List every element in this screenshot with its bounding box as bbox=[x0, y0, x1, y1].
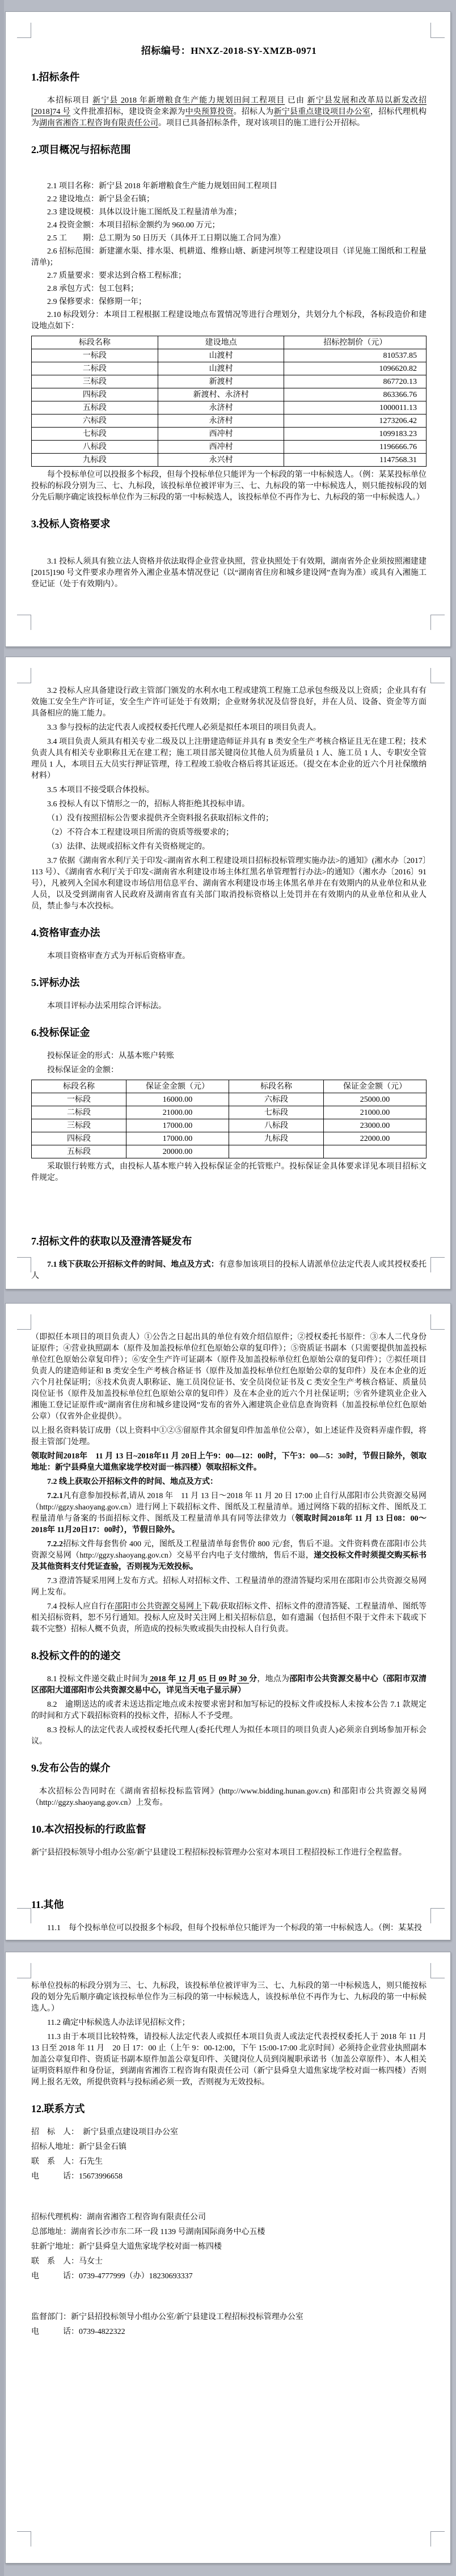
text-run: 10.本次招投标的行政监督 bbox=[31, 1824, 146, 1835]
text-run: 联 系 人：石先生 bbox=[31, 2158, 103, 2166]
text-run: 2.项目概况与招标范围 bbox=[31, 144, 131, 155]
table-cell: 山渡村 bbox=[158, 362, 284, 375]
spacer bbox=[31, 1187, 427, 1221]
text-run: 2.4 投资金额：本项目招标金额约为 960.00 万元； bbox=[47, 221, 220, 230]
para-6-form bbox=[31, 1051, 427, 1062]
para-binding bbox=[31, 1426, 427, 1448]
table-cell: 810537.85 bbox=[284, 349, 427, 362]
text-run: 2.3 建设规模：具体以设计施工图纸及工程量清单为准； bbox=[47, 208, 242, 217]
text-run: 30 bbox=[237, 1675, 250, 1684]
table-cell: 六标段 bbox=[32, 414, 158, 428]
text-run: 2.2 建设地点：新宁县金石镇； bbox=[47, 195, 154, 204]
contact-agency-phone bbox=[31, 2271, 427, 2282]
contact-agency-hq bbox=[31, 2227, 427, 2238]
text-run: 电 话：0739-4822322 bbox=[31, 2328, 125, 2336]
text-run: 邵阳市公共资源交易中心（邵阳市双清区邵阳大道邵阳市公共资源交易中心，详见当天电子显示屏） bbox=[31, 1675, 427, 1695]
page-1 bbox=[5, 11, 451, 647]
para-3-6-2 bbox=[31, 827, 427, 839]
text-run: 3.6 投标人有以下情形之一的，招标人将拒绝其投标申请。 bbox=[47, 800, 250, 809]
contact-tenderer-phone bbox=[31, 2171, 427, 2182]
deposit-table bbox=[31, 1080, 427, 1158]
table-header-cell: 标段名称 bbox=[229, 1080, 323, 1093]
page-3-content bbox=[6, 1304, 450, 1940]
para-7-1-cont bbox=[31, 1332, 427, 1423]
table-cell: 1147568.31 bbox=[284, 454, 427, 467]
text-run: 12 bbox=[176, 1675, 188, 1684]
para-6-transfer bbox=[31, 1161, 427, 1184]
page-2-content bbox=[6, 657, 450, 1289]
text-run: 2.5 工 期：总工期为 50 日历天（具体开工日期以施工合同为准） bbox=[47, 234, 285, 243]
table-cell: 17000.00 bbox=[126, 1132, 229, 1145]
section-heading-7 bbox=[31, 1234, 427, 1248]
text-run: 8.3 投标人的法定代表人或授权委托代理人(委托代理人为拟任本项目的项目负责人)必须亲自到场参加开标会议。 bbox=[31, 1726, 427, 1746]
text-run: 7.2.2 bbox=[47, 1540, 63, 1549]
doc-number-title bbox=[31, 45, 427, 57]
text-run: 2.7 质量要求：要求达到合格工程标准； bbox=[47, 272, 186, 280]
text-run: 标单位投标的标段分别为三、七、九标段，该投标单位被评审为三、七、九标段的第一中标候选人，则只能按标段的划分先后顺序确定该投标单位作为三标段的第一中标候选人，该投标单位不再作为七、九标段的第一中标候选人。） bbox=[31, 1982, 427, 2013]
text-run: 3.3 参与投标的法定代表人或授权委托代理人必须是拟任本项目的项目负责人。 bbox=[47, 724, 321, 732]
table-cell: 九标段 bbox=[229, 1132, 323, 1145]
para-3-6 bbox=[31, 799, 427, 810]
table-header-cell: 保证金金额（元） bbox=[324, 1080, 427, 1093]
item-2-9 bbox=[31, 297, 427, 308]
text-run: 9.发布公告的媒介 bbox=[31, 1762, 111, 1774]
table-row bbox=[32, 1145, 427, 1158]
para-3-6-3 bbox=[31, 841, 427, 853]
table-cell: 西冲村 bbox=[158, 441, 284, 454]
text-run: 2.1 项目名称：新宁县 2018 年新增粮食生产能力规划田间工程项目 bbox=[47, 182, 277, 191]
table-cell: 一标段 bbox=[32, 1093, 126, 1106]
para-6-amount bbox=[31, 1065, 427, 1076]
para-4-1 bbox=[31, 951, 427, 962]
text-run: 6.投标保证金 bbox=[31, 1027, 90, 1038]
text-run: 2.6 招标范围：新建灌水渠、排水渠、机耕道、维修山塘、新建河坝等工程建设项目（详见施工图纸和工程量清单)； bbox=[31, 247, 427, 267]
text-run: （1）没有按照招标公告要求提供齐全资料报名获取招标文件的； bbox=[47, 814, 273, 823]
table-row bbox=[32, 1119, 427, 1132]
text-run: 月 bbox=[188, 1675, 197, 1684]
text-run: 8.2 逾期送达的或者未送达指定地点或未按要求密封和加写标记的投标文件或投标人未按本公告 7.1 款规定的时间和方式下载招标资料的投标文件，招标人不予受理。 bbox=[31, 1701, 427, 1720]
text-run: 4.资格审查办法 bbox=[31, 927, 100, 938]
table-header-row bbox=[32, 1080, 427, 1093]
table-cell: 867720.13 bbox=[284, 375, 427, 388]
section-heading-1 bbox=[31, 70, 427, 84]
para-7-1 bbox=[31, 1259, 427, 1282]
text-run: 12.联系方式 bbox=[31, 2103, 85, 2114]
item-2-2 bbox=[31, 194, 427, 205]
table-cell: 二标段 bbox=[32, 362, 158, 375]
table-cell: 16000.00 bbox=[126, 1093, 229, 1106]
text-run: 7.4 投标人应自行在 bbox=[47, 1602, 115, 1611]
table-cell: 1096620.82 bbox=[284, 362, 427, 375]
table-cell: 21000.00 bbox=[324, 1106, 427, 1119]
contact-agency-person bbox=[31, 2256, 427, 2268]
table-cell: 1273206.42 bbox=[284, 414, 427, 428]
text-run: 时 bbox=[229, 1675, 237, 1684]
table-cell: 八标段 bbox=[229, 1119, 323, 1132]
table-cell: 五标段 bbox=[32, 1145, 126, 1158]
text-run: 。招标人为 bbox=[233, 108, 274, 116]
table-cell: 新渡村、永济村 bbox=[158, 388, 284, 401]
spacer bbox=[31, 168, 427, 179]
text-run: 1.招标条件 bbox=[31, 71, 80, 83]
text-run: 驻新宁地址：新宁县舜皇大道焦家垅学校对面一栋四楼 bbox=[31, 2243, 222, 2251]
text-run: 分 bbox=[249, 1675, 257, 1684]
spacer bbox=[31, 2186, 427, 2209]
text-run: 总部地址：湖南省长沙市东二环一段 1139 号湖南国际商务中心五楼 bbox=[31, 2228, 265, 2236]
text-run: 招标人地址：新宁县金石镇 bbox=[31, 2143, 126, 2151]
table-cell: 21000.00 bbox=[126, 1106, 229, 1119]
para-7-4 bbox=[31, 1601, 427, 1635]
table-row bbox=[32, 1132, 427, 1145]
text-run: 3.4 项目负责人须具有相关专业二级及以上注册建造师证并具有 B 类安全生产考核合格证且无在建工程；技术负责人具有相关专业职称且无在建工程；施工项目部关键岗位其他人员为质量员 1 人、施工员 1 人、专职安全管理员 1 人，本项目五大员实行押证管理，待工程竣工验收合格后将其证返还。（提交在本企业的近六个月社保缴纳材料） bbox=[31, 738, 427, 780]
text-run: 8.投标文件的的递交 bbox=[31, 1650, 121, 1661]
table-cell: 1000011.13 bbox=[284, 401, 427, 414]
text-run: 2.8 承包方式：包工包料； bbox=[47, 285, 138, 293]
text-run: 招标代理机构：湖南省湘咨工程咨询有限责任公司 bbox=[31, 2213, 206, 2222]
text-run: 11.其他 bbox=[31, 1899, 64, 1910]
item-2-10 bbox=[31, 310, 427, 332]
text-run: 7.1 线下获取公开招标文件的时间、地点及方式： bbox=[47, 1260, 219, 1269]
text-run: 递交投标文件时须提交购买标书及其他资料支付凭证查验，否则视为无效投标。 bbox=[31, 1551, 427, 1571]
table-cell: 四标段 bbox=[32, 1132, 126, 1145]
table-cell: 九标段 bbox=[32, 454, 158, 467]
table-row bbox=[32, 454, 427, 467]
contact-tenderer-person bbox=[31, 2156, 427, 2168]
text-run: 每个投标单位可以投报多个标段，但每个投标单位只能评为一个标段的第一中标候选人。（例：某某投标单位投标的标段分别为三、七、九标段，该投标单位被评审为三、七、九标段的第一中标候选人，则只能按标段的划分先后顺序确定该投标单位作为三标段的第一中标候选人，该投标单位不再作为七、九标段的第一中标候选人。） bbox=[31, 471, 427, 502]
text-run: 本项目资格审查方式为开标后资格审查。 bbox=[47, 952, 190, 961]
item-2-5 bbox=[31, 233, 427, 244]
para-3-1 bbox=[31, 556, 427, 590]
table-header-row bbox=[32, 336, 427, 349]
text-run: 3.5 本项目不接受联合体投标。 bbox=[47, 786, 154, 794]
table-cell: 西冲村 bbox=[158, 428, 284, 441]
text-run: 电 话：15673996658 bbox=[31, 2172, 123, 2181]
text-run: 新宁县重点建设项目办公室 bbox=[273, 108, 370, 116]
para-1-intro bbox=[31, 95, 427, 129]
item-2-1 bbox=[31, 181, 427, 192]
section-heading-11 bbox=[31, 1898, 427, 1911]
text-run: （2）不符合本工程建设项目所需的资质等级要求的； bbox=[47, 828, 234, 837]
table-cell: 22000.00 bbox=[324, 1132, 427, 1145]
text-run: 09 bbox=[216, 1675, 229, 1684]
table-row bbox=[32, 362, 427, 375]
text-run: 本项目评标办法采用综合评标法。 bbox=[47, 1002, 166, 1010]
text-run: 领取时间2018年 11 月 13 日08：00～2018年 11月20日17：00时），节假日除外。 bbox=[31, 1515, 427, 1534]
para-11-2 bbox=[31, 2017, 427, 2029]
table-cell: 五标段 bbox=[32, 401, 158, 414]
text-run: 投标保证金的形式：从基本账户转账 bbox=[47, 1052, 174, 1060]
table-header-cell: 标段名称 bbox=[32, 1080, 126, 1093]
para-7-3 bbox=[31, 1576, 427, 1598]
para-3-2 bbox=[31, 686, 427, 720]
text-run: 招 标 人： 新宁县重点建设项目办公室 bbox=[31, 2128, 178, 2137]
text-run: 邵阳市公共资源交易网上 bbox=[115, 1602, 202, 1611]
para-8-2 bbox=[31, 1699, 427, 1722]
section-heading-5 bbox=[31, 976, 427, 989]
table-cell: 七标段 bbox=[32, 428, 158, 441]
table-cell: 17000.00 bbox=[126, 1119, 229, 1132]
table-row bbox=[32, 441, 427, 454]
table-header-cell: 建设地点 bbox=[158, 336, 284, 349]
text-run: 7.2.1 bbox=[47, 1492, 63, 1500]
contact-tenderer-address bbox=[31, 2142, 427, 2153]
para-3-7 bbox=[31, 856, 427, 912]
table-row bbox=[32, 375, 427, 388]
text-run: 日 bbox=[208, 1675, 217, 1684]
text-run: 3.2 投标人应具备建设行政主管部门颁发的水利水电工程或建筑工程施工总承包叁级及以上资质；企业具有有效施工安全生产许可证，安全生产许可证处于有效期；企业财务状况及信誉良好，并在人员、设备、资金等方面具备相应的施工能力。 bbox=[31, 687, 427, 718]
section-heading-12 bbox=[31, 2102, 427, 2116]
text-run: 3.1 投标人须具有独立法人资格并依法取得企业营业执照，营业执照处于有效期，湖南省外企业须按照湘建建[2015]190 号文件要求办理省外入湘企业基本情况登记（以“湖南省住房和城乡建设网”查询为准）或具有入湘施工登记证（处于有效期内）。 bbox=[31, 557, 427, 589]
table-cell: 23000.00 bbox=[324, 1119, 427, 1132]
spacer bbox=[31, 2286, 427, 2308]
para-8-3 bbox=[31, 1725, 427, 1748]
lots-table bbox=[31, 336, 427, 467]
contact-agency-local bbox=[31, 2241, 427, 2253]
text-run: 领取时间2018年 11 月 13 日~2018年11 月 20日上午9：00—12：00时，下午3：00—5：30时，节假日除外，领取地址：新宁县舜皇大道焦家垅学校对面一栋四楼）领取招标文件。 bbox=[31, 1452, 427, 1472]
text-run: 已由 bbox=[285, 96, 307, 105]
page-3 bbox=[5, 1303, 451, 1940]
text-run: 年 bbox=[168, 1675, 176, 1684]
table-row bbox=[32, 1093, 427, 1106]
item-2-4 bbox=[31, 220, 427, 231]
table-cell: 七标段 bbox=[229, 1106, 323, 1119]
table-row bbox=[32, 414, 427, 428]
table-cell: 山渡村 bbox=[158, 349, 284, 362]
section-heading-9 bbox=[31, 1761, 427, 1775]
para-7-2-2 bbox=[31, 1539, 427, 1573]
text-run: 新宁县招投标领导小组办公室/新宁县建设工程招标投标管理办公室对本项目工程招投标工作进行全程监督。 bbox=[31, 1849, 407, 1857]
table-cell: 三标段 bbox=[32, 1119, 126, 1132]
spacer bbox=[31, 542, 427, 553]
text-run: 3.7 依据《湖南省水利厅关于印发<湖南省水利工程建设项目招标投标管理实施办法>的通知》(湘水办〔2017〕113 号）、《湖南省水利厅关于印发<湖南省水利建设市场主体红黑名单管理暂行办法>的通知》（湘水办〔2016〕91 号），凡被列入全国水利建设市场信用信息平台、湖南省水利建设市场主体黑名单并在有效期内的从业单位和从业人员，以及受到湖南省人民政府及湖南省直有关部门取消投标资格以上处罚并在有效期内的从业单位和从业人员，禁止参与本次投标。 bbox=[31, 857, 427, 911]
text-run: ，招标代理机构为 bbox=[31, 108, 427, 128]
text-run: 中央预算投资 bbox=[185, 108, 234, 116]
para-5-1 bbox=[31, 1001, 427, 1012]
spacer bbox=[31, 1862, 427, 1884]
table-cell: 永济村 bbox=[158, 401, 284, 414]
text-run: 2.9 保修要求：保修期一年； bbox=[47, 298, 146, 306]
page-4-content bbox=[6, 1952, 450, 2563]
table-cell: 三标段 bbox=[32, 375, 158, 388]
text-run: 采取银行转账方式，由投标人基本账户转入投标保证金的托管账户。投标保证金具体要求详见本项目招标文件规定。 bbox=[31, 1162, 427, 1182]
table-cell bbox=[324, 1145, 427, 1158]
table-cell: 永兴村 bbox=[158, 454, 284, 467]
page-1-content bbox=[6, 12, 450, 646]
section-heading-3 bbox=[31, 517, 427, 531]
text-run: 凡有意参加投标者,请从 2018 年 11 月 13 日～2018 年 11 月 20 日 17:00 止自行从邵阳市公共资源交易网（http://ggzy.shaoyang.gov.cn）进行网上下载招标文件、图纸及工程量清单。通过网络下载的招标文件、图纸及工程量清单与备案的书面招标文件、图纸及工程量清单具有同等法律效力（ bbox=[31, 1492, 427, 1523]
text-run: 电 话：0739-4777999（办）18230693337 bbox=[31, 2272, 193, 2281]
table-cell: 863366.76 bbox=[284, 388, 427, 401]
text-run: 11.2 确定中标候选人办法详见招标文件； bbox=[47, 2019, 190, 2027]
section-heading-6 bbox=[31, 1026, 427, 1039]
para-multi-lot-rule bbox=[31, 469, 427, 504]
para-3-4 bbox=[31, 737, 427, 782]
item-2-8 bbox=[31, 284, 427, 295]
table-cell: 永济村 bbox=[158, 414, 284, 428]
text-run: 湖南省湘咨工程咨询有限责任公司 bbox=[39, 119, 158, 128]
text-run: 招标编号：HNXZ-2018-SY-XMZB-0971 bbox=[141, 45, 317, 56]
table-header-cell: 招标控制价（元） bbox=[284, 336, 427, 349]
contact-tenderer bbox=[31, 2127, 427, 2138]
para-7-2 bbox=[31, 1477, 427, 1488]
text-run: 7.3 澄清答疑采用网上发布方式。招标人对招标文件、工程量清单的澄清答疑均采用在邵阳市公共资源交易网网上发布。 bbox=[31, 1577, 427, 1597]
table-row bbox=[32, 349, 427, 362]
text-run: 3.投标人资格要求 bbox=[31, 518, 111, 530]
section-heading-8 bbox=[31, 1649, 427, 1663]
text-run: 11.3 由于本项目比较特殊，请投标人法定代表人或拟任本项目负责人或法定代表授权委托人于 2018 年 11 月 13 日至 2018 年 11 月 20 日 17：00 止（上午 9：00-12:00，下午 15:00-17:00 北京时间）必须持企业营业执照副本加盖公章复印件、资质证书副本原件加盖公章复印件、关键岗位人员到岗履职承诺书（加盖公章原件）、本人相关证明资料原件和身份证，到湖南省湘咨工程咨询有限责任公司（新宁县舜皇大道焦家垅学校对面一栋四楼）否则网上报名无效，所提供资料与投标函必须一致，否则视为无效投标。 bbox=[31, 2033, 427, 2087]
para-collect-time bbox=[31, 1451, 427, 1474]
text-run: 文件批准招标，建设资金来源为 bbox=[70, 108, 185, 116]
table-cell: 25000.00 bbox=[324, 1093, 427, 1106]
para-7-2-1 bbox=[31, 1491, 427, 1536]
item-2-3 bbox=[31, 207, 427, 218]
text-run: 2018 bbox=[147, 1675, 168, 1684]
section-heading-10 bbox=[31, 1822, 427, 1836]
table-header-cell: 标段名称 bbox=[32, 336, 158, 349]
text-run: 有意参加该项目的投标人请派单位法定代表人或其授权委托人 bbox=[31, 1260, 427, 1280]
table-row bbox=[32, 1106, 427, 1119]
text-run: 5.评标办法 bbox=[31, 977, 80, 988]
table-row bbox=[32, 401, 427, 414]
contact-agency bbox=[31, 2212, 427, 2223]
item-2-7 bbox=[31, 270, 427, 282]
text-run: 联 系 人：马女士 bbox=[31, 2257, 103, 2266]
text-run: 7.招标文件的获取以及澄清答疑发布 bbox=[31, 1236, 192, 1247]
page-2 bbox=[5, 657, 451, 1289]
table-row bbox=[32, 388, 427, 401]
table-cell: 一标段 bbox=[32, 349, 158, 362]
para-11-1-cont bbox=[31, 1981, 427, 2015]
table-cell: 八标段 bbox=[32, 441, 158, 454]
text-run: 本招标项目 bbox=[47, 96, 93, 105]
table-row bbox=[32, 428, 427, 441]
para-3-5 bbox=[31, 785, 427, 796]
table-cell: 1099183.23 bbox=[284, 428, 427, 441]
text-run: 以上报名资料装订成册（以上资料中①②⑤留原件其余留复印件加盖单位公章），如上述证件及资料弄虚作假，将报主管部门处理。 bbox=[31, 1427, 427, 1446]
text-run: （3）法律、法规或招标文件有关资格规定的。 bbox=[47, 843, 210, 851]
text-run: 下载/获取招标文件、招标文件的澄清答疑、工程量清单、图纸等相关招标资料，恕不另行通知。投标人应及时关注网上相关招标信息，如有遗漏（包括但不限于文件未下载或下载不完整）招标人概不负责，所造成的投标失败或损失由投标人自行负责。 bbox=[31, 1602, 427, 1634]
text-run: 2.10 标段划分：本项目工程根据工程建设地点布置情况等进行合理划分，共划分九个标段，各标段造价和建设地点如下： bbox=[31, 311, 427, 331]
text-run: 7.2 线上获取公开招标文件的时间、地点及方式： bbox=[47, 1478, 218, 1486]
section-heading-4 bbox=[31, 926, 427, 940]
table-cell: 1196666.76 bbox=[284, 441, 427, 454]
text-run: 新宁县发展和改革局以新发改招[2018]74 号 bbox=[31, 96, 427, 116]
table-cell: 四标段 bbox=[32, 388, 158, 401]
page-4 bbox=[5, 1952, 451, 2564]
text-run: 招标文件每套售价 400 元，图纸及工程量清单每套售价 800 元/套，售后不退。文件资料费在邵阳市公共资源交易网（http://ggzy.shaoyang.gov.cn）交易平台内电子支付缴纳，售后不退， bbox=[31, 1540, 427, 1560]
text-run: 。项目已具备招标条件，现对该项目的施工进行公开招标。 bbox=[158, 119, 365, 128]
window-left-gutter bbox=[0, 0, 4, 2576]
contact-supervisor bbox=[31, 2312, 427, 2323]
table-header-cell: 保证金金额（元） bbox=[126, 1080, 229, 1093]
text-run: 新宁县 2018 年新增粮食生产能力规划田间工程项目 bbox=[92, 96, 285, 105]
item-2-6 bbox=[31, 246, 427, 269]
section-heading-2 bbox=[31, 143, 427, 156]
table-cell: 新渡村 bbox=[158, 375, 284, 388]
para-9-1 bbox=[31, 1786, 427, 1809]
para-10-1 bbox=[31, 1847, 427, 1859]
para-8-1 bbox=[31, 1674, 427, 1697]
para-3-3 bbox=[31, 722, 427, 734]
para-11-1 bbox=[31, 1923, 427, 1934]
para-11-3 bbox=[31, 2032, 427, 2088]
text-run: ，地点为 bbox=[257, 1675, 290, 1684]
text-run: 监督部门：新宁县招投标领导小组办公室/新宁县建设工程招标投标管理办公室 bbox=[31, 2313, 303, 2321]
text-run: （即拟任本项目的项目负责人）①公告之日起出具的单位有效介绍信原件；②授权委托书原件：③本人二代身份证原件；④营业执照副本（原件及加盖投标单位红色原始公章的复印件）；⑤资质证书副本（只需要提供加盖投标单位红色原始公章复印件）；⑥安全生产许可证副本（原件及加盖投标单位红色原始公章的复印件）；⑦拟任项目负责人的建造师证和 B 类安全生产考核合格证书（原件及加盖投标单位红色原始公章的复印件）及在本企业的近六个月社保证明；⑧技术负责人职称证、施工员岗位证书、安全员岗位证书及 C 类安全生产考核合格证、质量员岗位证书（原件及加盖投标单位红色原始公章的复印件）及在本企业的近六个月社保证明；⑨省外建筑业企业入湘施工登记证原件或“湖南省住房和城乡建设网”发布的省外入湘建筑企业信息查询资料（加盖投标单位红色原始公章）（仅省外企业提供）。 bbox=[31, 1333, 427, 1421]
table-cell bbox=[229, 1145, 323, 1158]
table-cell: 二标段 bbox=[32, 1106, 126, 1119]
text-run: 05 bbox=[196, 1675, 209, 1684]
text-run: 本次招标公告同时在《湖南省招标投标监管网》(http://www.bidding.hunan.gov.cn) 和邵阳市公共资源交易网（http://ggzy.shaoyang.gov.cn）上发布。 bbox=[31, 1787, 427, 1807]
text-run: 投标保证金的金额： bbox=[47, 1066, 119, 1075]
para-3-6-1 bbox=[31, 813, 427, 824]
contact-supervisor-phone bbox=[31, 2327, 427, 2338]
table-cell: 六标段 bbox=[229, 1093, 323, 1106]
text-run: 11.1 每个投标单位可以投报多个标段，但每个投标单位只能评为一个标段的第一中标候选人。（例：某某投 bbox=[47, 1924, 422, 1932]
table-cell: 20000.00 bbox=[126, 1145, 229, 1158]
text-run: 8.1 投标文件递交截止时间为 bbox=[47, 1675, 148, 1684]
